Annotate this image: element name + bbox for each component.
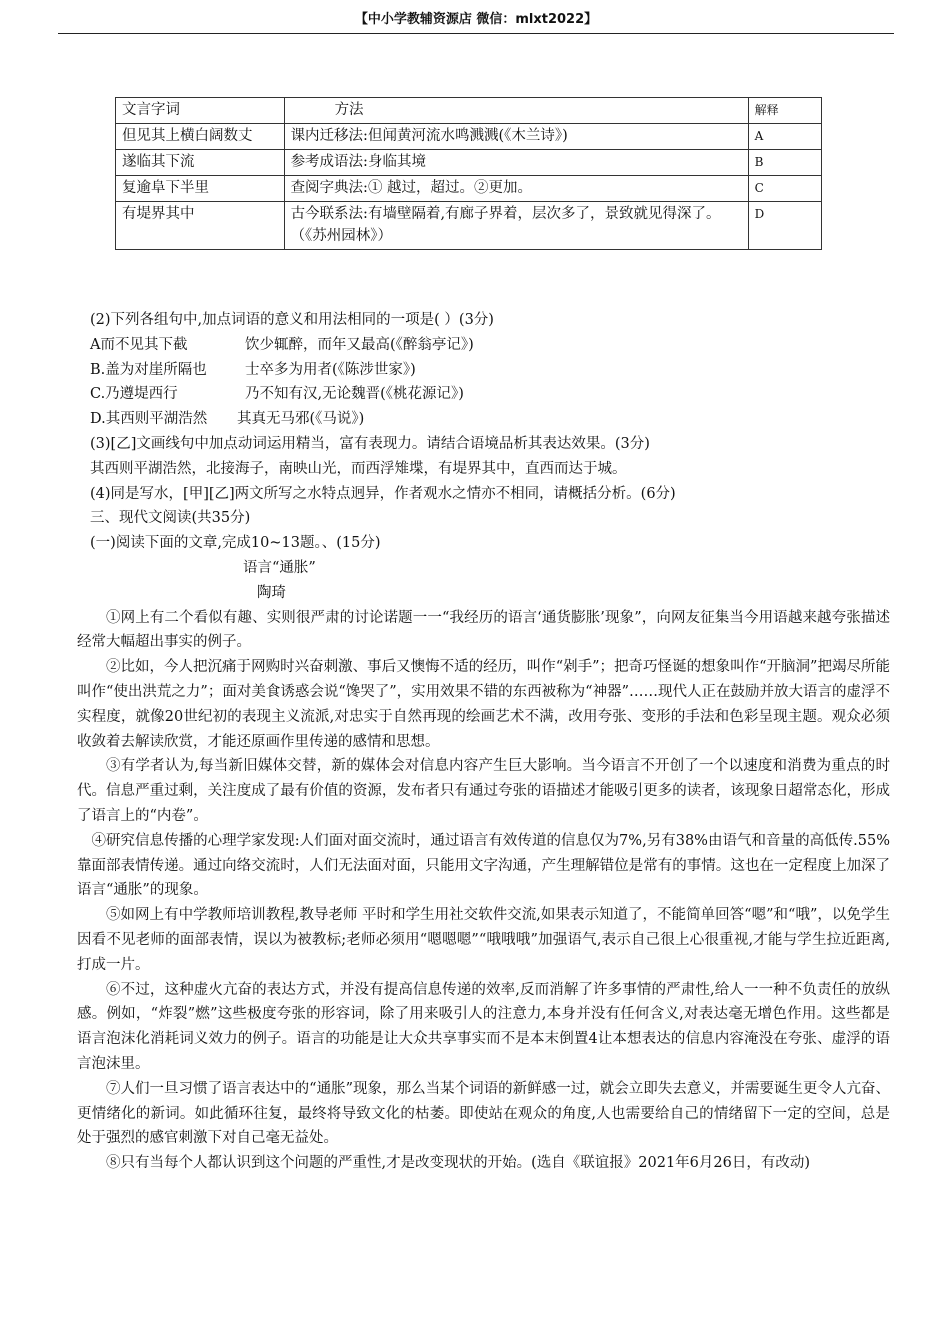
question-3-stem: (3)[乙]文画线句中加点动词运用精当，富有表现力。请结合语境品析其表达效果。(3分) <box>90 435 650 452</box>
table-cell: 有堤界其中 <box>116 202 285 250</box>
table-cell: 但见其上横白阔数丈 <box>116 124 285 150</box>
section-heading: 三、现代文阅读(共35分) <box>90 510 251 527</box>
table-header: 文言字词 <box>116 98 285 124</box>
table-header: 解释 <box>748 98 821 124</box>
question-2-stem: (2)下列各组句中,加点词语的意义和用法相同的一项是( ）(3分) <box>90 312 494 328</box>
table-row <box>116 176 822 202</box>
article-paragraph: ⑤如网上有中学教师培训教程,教导老师 平时和学生用社交软件交流,如果表示知道了，不能简单回答“嗯”和“哦”，以免学生因看不见老师的面部表情，误以为被教标;老师必须用“嗯嗯嗯”“哦哦哦”加强语气,表示自己很上心很重视,才能与学生拉近距离,打成一片。 <box>77 907 890 973</box>
table-cell: D <box>748 202 821 250</box>
option-left: A而不见其下截 <box>90 336 188 353</box>
table-cell: 课内迁移法:但闻黄河流水鸣溅溅(《木兰诗》) <box>284 124 748 150</box>
option-left: C.乃遵堤西行 <box>90 386 178 403</box>
option-row <box>90 333 890 358</box>
question-4-stem: (4)同是写水，[甲][乙]两文所写之水特点迥异，作者观水之情亦不相同，请概括分析。(6分) <box>90 485 676 502</box>
option-left: B.盖为对崖所隔也 <box>90 361 207 378</box>
option-left: D.其西则平湖浩然 <box>90 411 208 428</box>
option-right: 饮少辄醉，而年又最高(《醉翁亭记》) <box>245 336 474 353</box>
table-cell: 参考成语法:身临其境 <box>284 150 748 176</box>
table-cell: 复逾阜下半里 <box>116 176 285 202</box>
table-header-row <box>116 98 822 124</box>
option-right: 其真无马邪(《马说》) <box>237 411 365 428</box>
question-content <box>77 308 890 1176</box>
article-paragraph: ③有学者认为,每当新旧媒体交替，新的媒体会对信息内容产生巨大影响。当今语言不开创了一个以速度和消费为重点的时代。信息严重过剩，关注度成了最有价值的资源，发布者只有通过夸张的语描述才能吸引更多的读者，该现象日超常态化，形成了语言上的“内卷”。 <box>77 758 890 824</box>
option-row <box>90 382 890 407</box>
option-right: 士卒多为用者(《陈涉世家》) <box>245 361 416 378</box>
option-right: 乃不知有汉,无论魏晋(《桃花源记》) <box>245 386 464 403</box>
table-row <box>116 202 822 250</box>
article-paragraph: ②比如，今人把沉痛于网购时兴奋刺激、事后又懊悔不适的经历，叫作“剁手”；把奇巧怪诞的想象叫作“开脑洞”把竭尽所能叫作“使出洪荒之力”；面对美食诱惑会说“馋哭了”，实用效果不错的东西被称为“神器”……现代人正在鼓励并放大语言的虚浮不实程度，就像20世纪初的表现主义流派,对忠实于自然再现的绘画艺术不满，改用夸张、变形的手法和色彩呈现主题。观众必须收敛着去解读欣赏，才能还原画作里传递的感情和思想。 <box>77 659 890 750</box>
table-cell: B <box>748 150 821 176</box>
option-row <box>90 358 890 383</box>
article-author: 陶琦 <box>257 584 286 601</box>
article-paragraph: ①网上有二个看似有趣、实则很严肃的讨论诺题一一“我经历的语言‘通货膨胀’现象”，向网友征集当今用语越来越夸张描述经常大幅超出事实的例子。 <box>77 609 890 651</box>
table-header: 方法 <box>284 98 748 124</box>
vocab-table <box>115 97 822 250</box>
question-3-quote: 其西则平湖浩然，北接海子，南映山光，而西浮雉堞，有堤界其中，直西而达于城。 <box>90 460 627 477</box>
table-row <box>116 150 822 176</box>
table-row <box>116 124 822 150</box>
table-cell: 查阅字典法:① 越过，超过。②更加。 <box>284 176 748 202</box>
page-header: 【中小学教辅资源店 微信：mlxt2022】 <box>58 8 894 34</box>
table-cell: 遂临其下流 <box>116 150 285 176</box>
option-row <box>90 407 890 432</box>
article-paragraph: ⑦人们一旦习惯了语言表达中的“通胀”现象，那么当某个词语的新鲜感一过，就会立即失去意义，并需要诞生更令人亢奋、更情绪化的新词。如此循环往复，最终将导致文化的枯萎。即使站在观众的角度,人也需要给自己的情绪留下一定的空间，总是处于强烈的感官刺激下对自己毫无益处。 <box>77 1080 890 1147</box>
article-paragraph: ⑧只有当每个人都认识到这个问题的严重性,才是改变现状的开始。(选自《联谊报》2021年6月26日，有改动) <box>106 1155 810 1172</box>
table-cell: C <box>748 176 821 202</box>
table-cell: A <box>748 124 821 150</box>
article-paragraph: ④研究信息传播的心理学家发现:人们面对面交流时，通过语言有效传道的信息仅为7%,另有38%由语气和音量的高低传.55%靠面部表情传递。通过向络交流时，人们无法面对面，只能用文字沟通，产生理解错位是常有的事情。这也在一定程度上加深了语言“通胀”的现象。 <box>77 832 890 899</box>
part-heading: (一)阅读下面的文章,完成10~13题。、(15分) <box>90 535 381 552</box>
table-cell: 古今联系法:有墙壁隔着,有廊子界着，层次多了，景致就见得深了。（《苏州园林》） <box>284 202 748 250</box>
article-paragraph: ⑥不过，这种虚火亢奋的表达方式，并没有提高信息传递的效率,反而消解了许多事情的严肃性,给人一一种不负责任的放纵感。例如，“炸裂”燃”这些极度夸张的形容词，除了用来吸引人的注意力,本身并没有任何含义,对表达毫无增色作用。这些都是语言泡沫化消耗词义效力的例子。语言的功能是让大众共享事实而不是本末倒置4让本想表达的信息内容淹没在夸张、虚浮的语言泡沫里。 <box>77 981 890 1072</box>
article-title: 语言“通胀” <box>243 559 316 576</box>
